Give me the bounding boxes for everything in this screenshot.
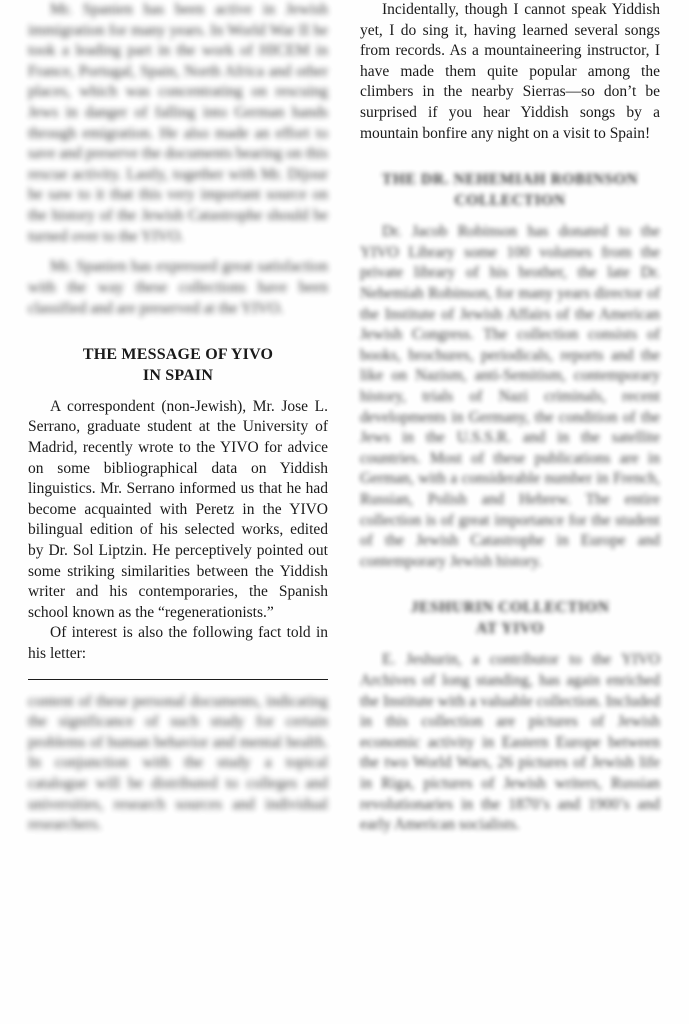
body-paragraph: A correspondent (non-Jewish), Mr. Jose L. Serrano, graduate student at the University of Madrid, recently wrote to the YIVO for advice on some bibliographical data on Yiddish linguistics. Mr. Serrano informed us that he had become acquainted with Peretz in the YIVO bilingual edition of his selected works, edited by Dr. Sol Liptzin. He perceptively pointed out some striking similarities between the Yiddish writer and his contemporaries, the Spanish school known as the “regenerationists.” [28, 397, 328, 621]
blurred-top-text-block [28, 0, 328, 319]
section-jeshurin-collection [360, 598, 660, 835]
spacer [28, 387, 328, 397]
heading-line-1: JESHURIN COLLECTION [410, 599, 610, 617]
horizontal-rule [28, 679, 328, 680]
blurred-paragraph: Mr. Spanien has expressed great satisfaction with the way these collections have been classified and are preserved at the YIVO. [28, 258, 328, 317]
heading-line-2: AT YIVO [476, 620, 544, 638]
heading-line-1: THE DR. NEHEMIAH ROBINSON [381, 171, 639, 189]
section-heading-message-of-yivo [28, 345, 328, 387]
blurred-paragraph: content of these personal documents, indicating the significance of such study for certain problems of human behavior and mental health. In conjunction with the study a topical catalogue will be distributed to colleges and universities, research sources and individual researchers. [28, 692, 328, 834]
section-robinson-collection [360, 170, 660, 572]
right-column [360, 0, 660, 836]
spacer [360, 640, 660, 650]
blurred-paragraph: Dr. Jacob Robinson has donated to the YIVO Library some 100 volumes from the private library of his brother, the late Dr. Nehemiah Robinson, for many years director of the Institute of Jewish Affairs of the American Jewish Congress. The collection consists of books, brochures, periodicals, reports and the like on Nazism, anti-Semitism, contemporary history, trials of Nazi criminals, recent developments in Germany, the condition of the Jews in the U.S.S.R. and in the satellite countries. Most of these publications are in German, with a considerable number in French, Russian, Polish and Hebrew. The entire collection is of great importance for the student of the Jewish Catastrophe in Europe and contemporary Jewish history. [360, 223, 660, 570]
spacer [360, 144, 660, 170]
body-paragraph: Incidentally, though I cannot speak Yiddish yet, I do sing it, having learned several songs from records. As a mountaineering instructor, I have made them quite popular among the climbers in the nearby Sierras—so don’t be surprised if you hear Yiddish songs by a mountain bonfire any night on a visit to Spain! [360, 1, 660, 142]
heading-line-1: THE MESSAGE OF YIVO [82, 346, 274, 364]
section-heading-jeshurin-collection [360, 598, 660, 640]
spacer [28, 319, 328, 345]
body-paragraph: Of interest is also the following fact told in his letter: [28, 624, 328, 663]
spacer [360, 572, 660, 598]
blurred-paragraph: E. Jeshurin, a contributor to the YIVO Archives of long standing, has again enriched the Institute with a valuable collection. Included in this collection are pictures of Jewish economic activity in Eastern Europe between the two World Wars, 26 pictures of Jewish life in Riga, pictures of Jewish writers, Russian revolutionaries in the 1870’s and 1900’s and early American socialists. [360, 651, 660, 834]
blurred-paragraph: Mr. Spanien has been active in Jewish immigration for many years. In World War II he took a leading part in the work of HICEM in France, Portugal, Spain, North Africa and other places, which was concentrating on rescuing Jews in danger of falling into German hands through emigration. He also made an effort to save and preserve the documents bearing on this rescue activity. Lastly, together with Mr. Dijour he saw to it that this very important source on the history of the Jewish Catastrophe should be turned over to the YIVO. [28, 1, 329, 245]
section-heading-robinson-collection [360, 170, 660, 212]
heading-line-2: IN SPAIN [142, 366, 214, 384]
blurred-bottom-text-block [28, 692, 328, 836]
spacer [28, 247, 328, 257]
left-column [28, 0, 328, 836]
heading-line-2: COLLECTION [454, 192, 566, 210]
spacer [360, 212, 660, 222]
